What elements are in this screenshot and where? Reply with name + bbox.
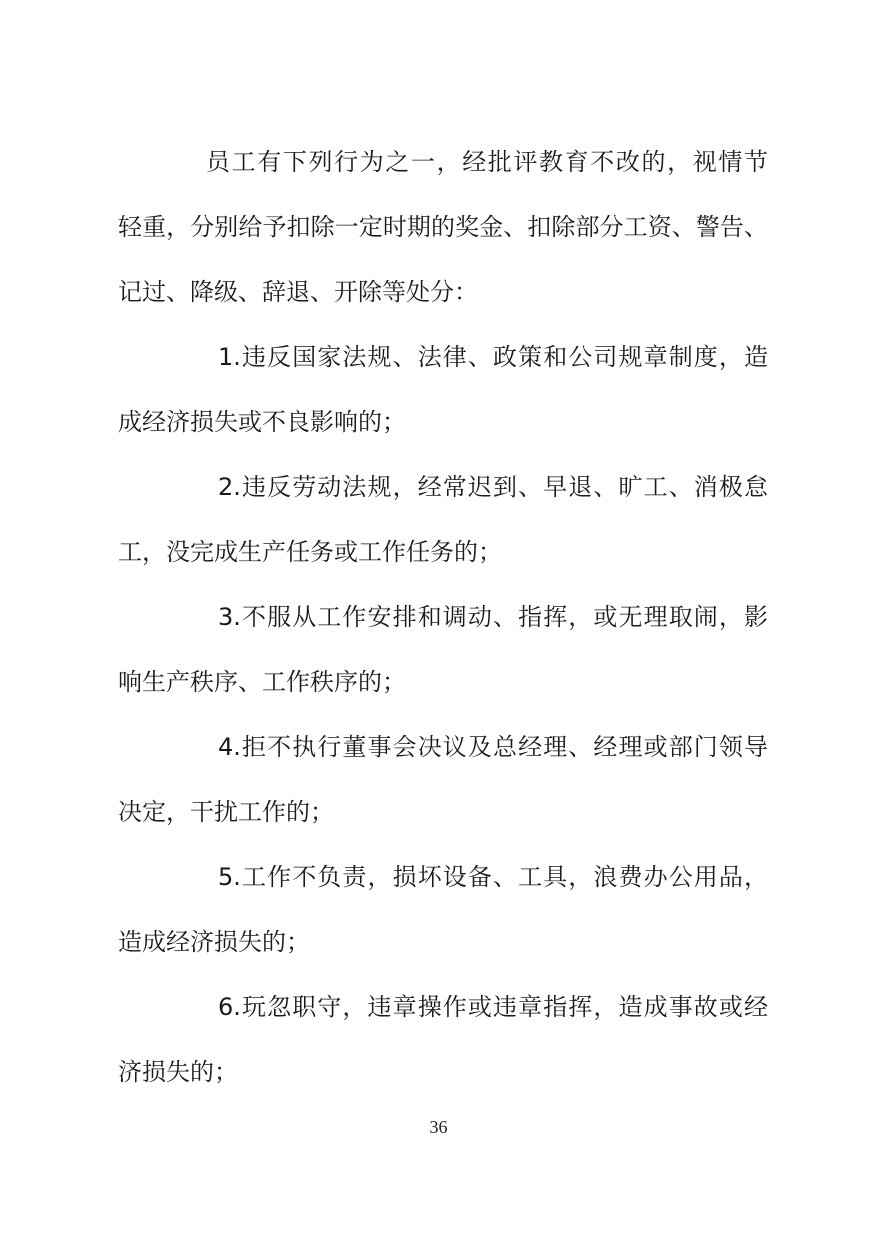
item-6-line-1: 6.玩忽职守，违章操作或违章指挥，造成事故或经	[218, 993, 768, 1021]
item-1-line-2: 成经济损失或不良影响的；	[118, 408, 406, 436]
intro-line-3: 记过、降级、辞退、开除等处分：	[118, 278, 478, 306]
item-4-line-1: 4.拒不执行董事会决议及总经理、经理或部门领导	[218, 733, 768, 761]
item-5-line-1: 5.工作不负责，损坏设备、工具，浪费办公用品，	[218, 863, 768, 891]
page-number: 36	[429, 1117, 448, 1137]
intro-line-1: 员工有下列行为之一，经批评教育不改的，视情节	[206, 148, 768, 176]
item-1-line-1: 1.违反国家法规、法律、政策和公司规章制度，造	[218, 343, 768, 371]
intro-line-2: 轻重，分别给予扣除一定时期的奖金、扣除部分工资、警告、	[118, 213, 768, 241]
item-3-line-1: 3.不服从工作安排和调动、指挥，或无理取闹，影	[218, 603, 768, 631]
item-2-line-2: 工，没完成生产任务或工作任务的；	[118, 538, 502, 566]
item-6-line-2: 济损失的；	[118, 1058, 238, 1086]
item-4-line-2: 决定，干扰工作的；	[118, 798, 334, 826]
item-5-line-2: 造成经济损失的；	[118, 928, 310, 956]
item-2-line-1: 2.违反劳动法规，经常迟到、早退、旷工、消极怠	[218, 473, 768, 501]
item-3-line-2: 响生产秩序、工作秩序的；	[118, 668, 406, 696]
